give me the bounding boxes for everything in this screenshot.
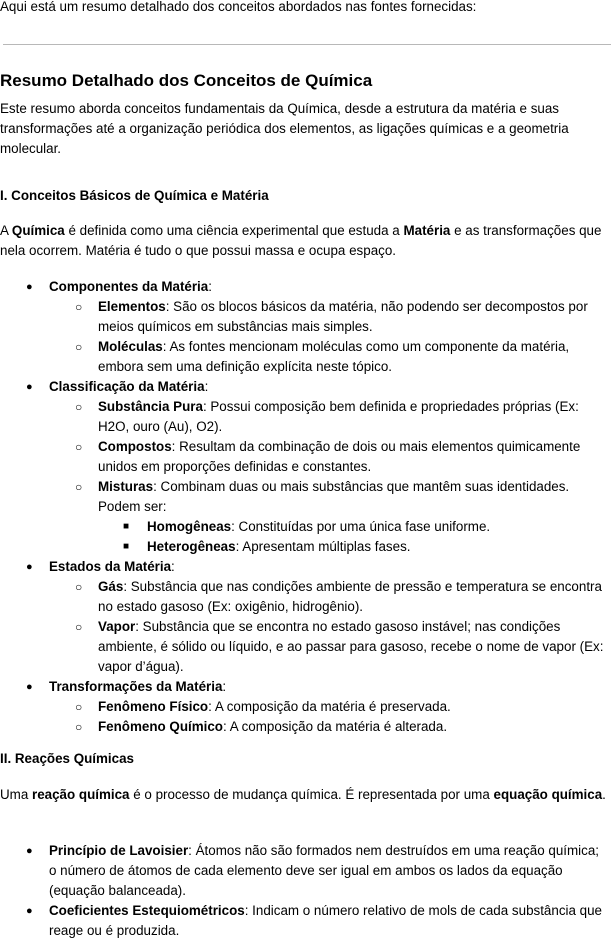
list-item-estados: ● Estados da Matéria: <box>0 557 611 577</box>
circle-bullet-icon: ○ <box>75 400 83 414</box>
disc-bullet-icon: ● <box>26 561 33 573</box>
list-item-moleculas: ○ Moléculas: As fontes mencionam moléculas como um componente da matéria, embora sem uma definição explícita neste tópico. <box>75 339 570 374</box>
circle-bullet-icon: ○ <box>75 720 83 734</box>
summary-paragraph: Este resumo aborda conceitos fundamentais da Química, desde a estrutura da matéria e suas transformações até a organização periódica dos elementos, as ligações químicas e a geometria molecular. <box>0 101 569 156</box>
list-item-coeficientes: ● Coeficientes Estequiométricos: Indicam o número relativo de mols de cada substância que reage ou é produzida. <box>26 903 603 938</box>
list-item-classificacao: ● Classificação da Matéria: <box>0 377 611 397</box>
list-item-misturas: ○ Misturas: Combinam duas ou mais substâncias que mantêm suas identidades. Podem ser: <box>75 479 570 514</box>
disc-bullet-icon: ● <box>26 845 33 857</box>
circle-bullet-icon: ○ <box>75 580 83 594</box>
list-item-homogeneas: ■ Homogêneas: Constituídas por uma única fase uniforme. <box>0 517 611 537</box>
list-item-compostos: ○ Compostos: Resultam da combinação de dois ou mais elementos quimicamente unidos em proporções definidas e constantes. <box>75 439 581 474</box>
list-item-fenomeno-quimico: ○ Fenômeno Químico: A composição da matéria é alterada. <box>0 717 611 737</box>
disc-bullet-icon: ● <box>26 905 33 917</box>
circle-bullet-icon: ○ <box>75 340 83 354</box>
disc-bullet-icon: ● <box>26 681 33 693</box>
circle-bullet-icon: ○ <box>75 620 83 634</box>
list-item-heterogeneas: ■ Heterogêneas: Apresentam múltiplas fases. <box>0 537 611 557</box>
list-item-substancia-pura: ○ Substância Pura: Possui composição bem definida e propriedades próprias (Ex: H2O, ouro (Au), O2). <box>75 399 579 434</box>
intro-text: Aqui está um resumo detalhado dos conceitos abordados nas fontes fornecidas: <box>0 0 477 14</box>
section-1-paragraph: A Química é definida como uma ciência experimental que estuda a Matéria e as transformações que nela ocorrem. Matéria é tudo o que possui massa e ocupa espaço. <box>0 223 602 258</box>
section-2-heading: II. Reações Químicas <box>0 751 134 766</box>
document-title: Resumo Detalhado dos Conceitos de Química <box>0 71 373 90</box>
section-2-paragraph: Uma reação química é o processo de mudança química. É representada por uma equação química. <box>0 787 606 802</box>
circle-bullet-icon: ○ <box>75 700 83 714</box>
section-2-list <box>0 841 611 941</box>
circle-bullet-icon: ○ <box>75 300 83 314</box>
list-item-fenomeno-fisico: ○ Fenômeno Físico: A composição da matéria é preservada. <box>0 697 611 717</box>
disc-bullet-icon: ● <box>26 381 33 393</box>
list-item-transformacoes: ● Transformações da Matéria: <box>0 677 611 697</box>
list-item-lavoisier: ● Princípio de Lavoisier: Átomos não são formados nem destruídos em uma reação química; o número de átomos de cada elemento deve ser igual em ambos os lados da equação (equação balanceada). <box>26 843 600 898</box>
list-item-componentes: ● Componentes da Matéria: <box>0 277 611 297</box>
section-1-heading: I. Conceitos Básicos de Química e Matéria <box>0 188 269 203</box>
horizontal-rule <box>3 44 611 45</box>
list-item-gas: ○ Gás: Substância que nas condições ambiente de pressão e temperatura se encontra no estado gasoso (Ex: oxigênio, hidrogênio). <box>75 579 602 614</box>
section-1-list <box>0 277 611 737</box>
square-bullet-icon: ■ <box>123 521 130 532</box>
circle-bullet-icon: ○ <box>75 440 83 454</box>
disc-bullet-icon: ● <box>26 281 33 293</box>
circle-bullet-icon: ○ <box>75 480 83 494</box>
list-item-elementos: ○ Elementos: São os blocos básicos da matéria, não podendo ser decompostos por meios químicos em substâncias mais simples. <box>75 299 588 334</box>
list-item-vapor: ○ Vapor: Substância que se encontra no estado gasoso instável; nas condições ambiente, é sólido ou líquido, e ao passar para gasoso, recebe o nome de vapor (Ex: vapor d’água). <box>75 619 604 674</box>
square-bullet-icon: ■ <box>123 541 130 552</box>
